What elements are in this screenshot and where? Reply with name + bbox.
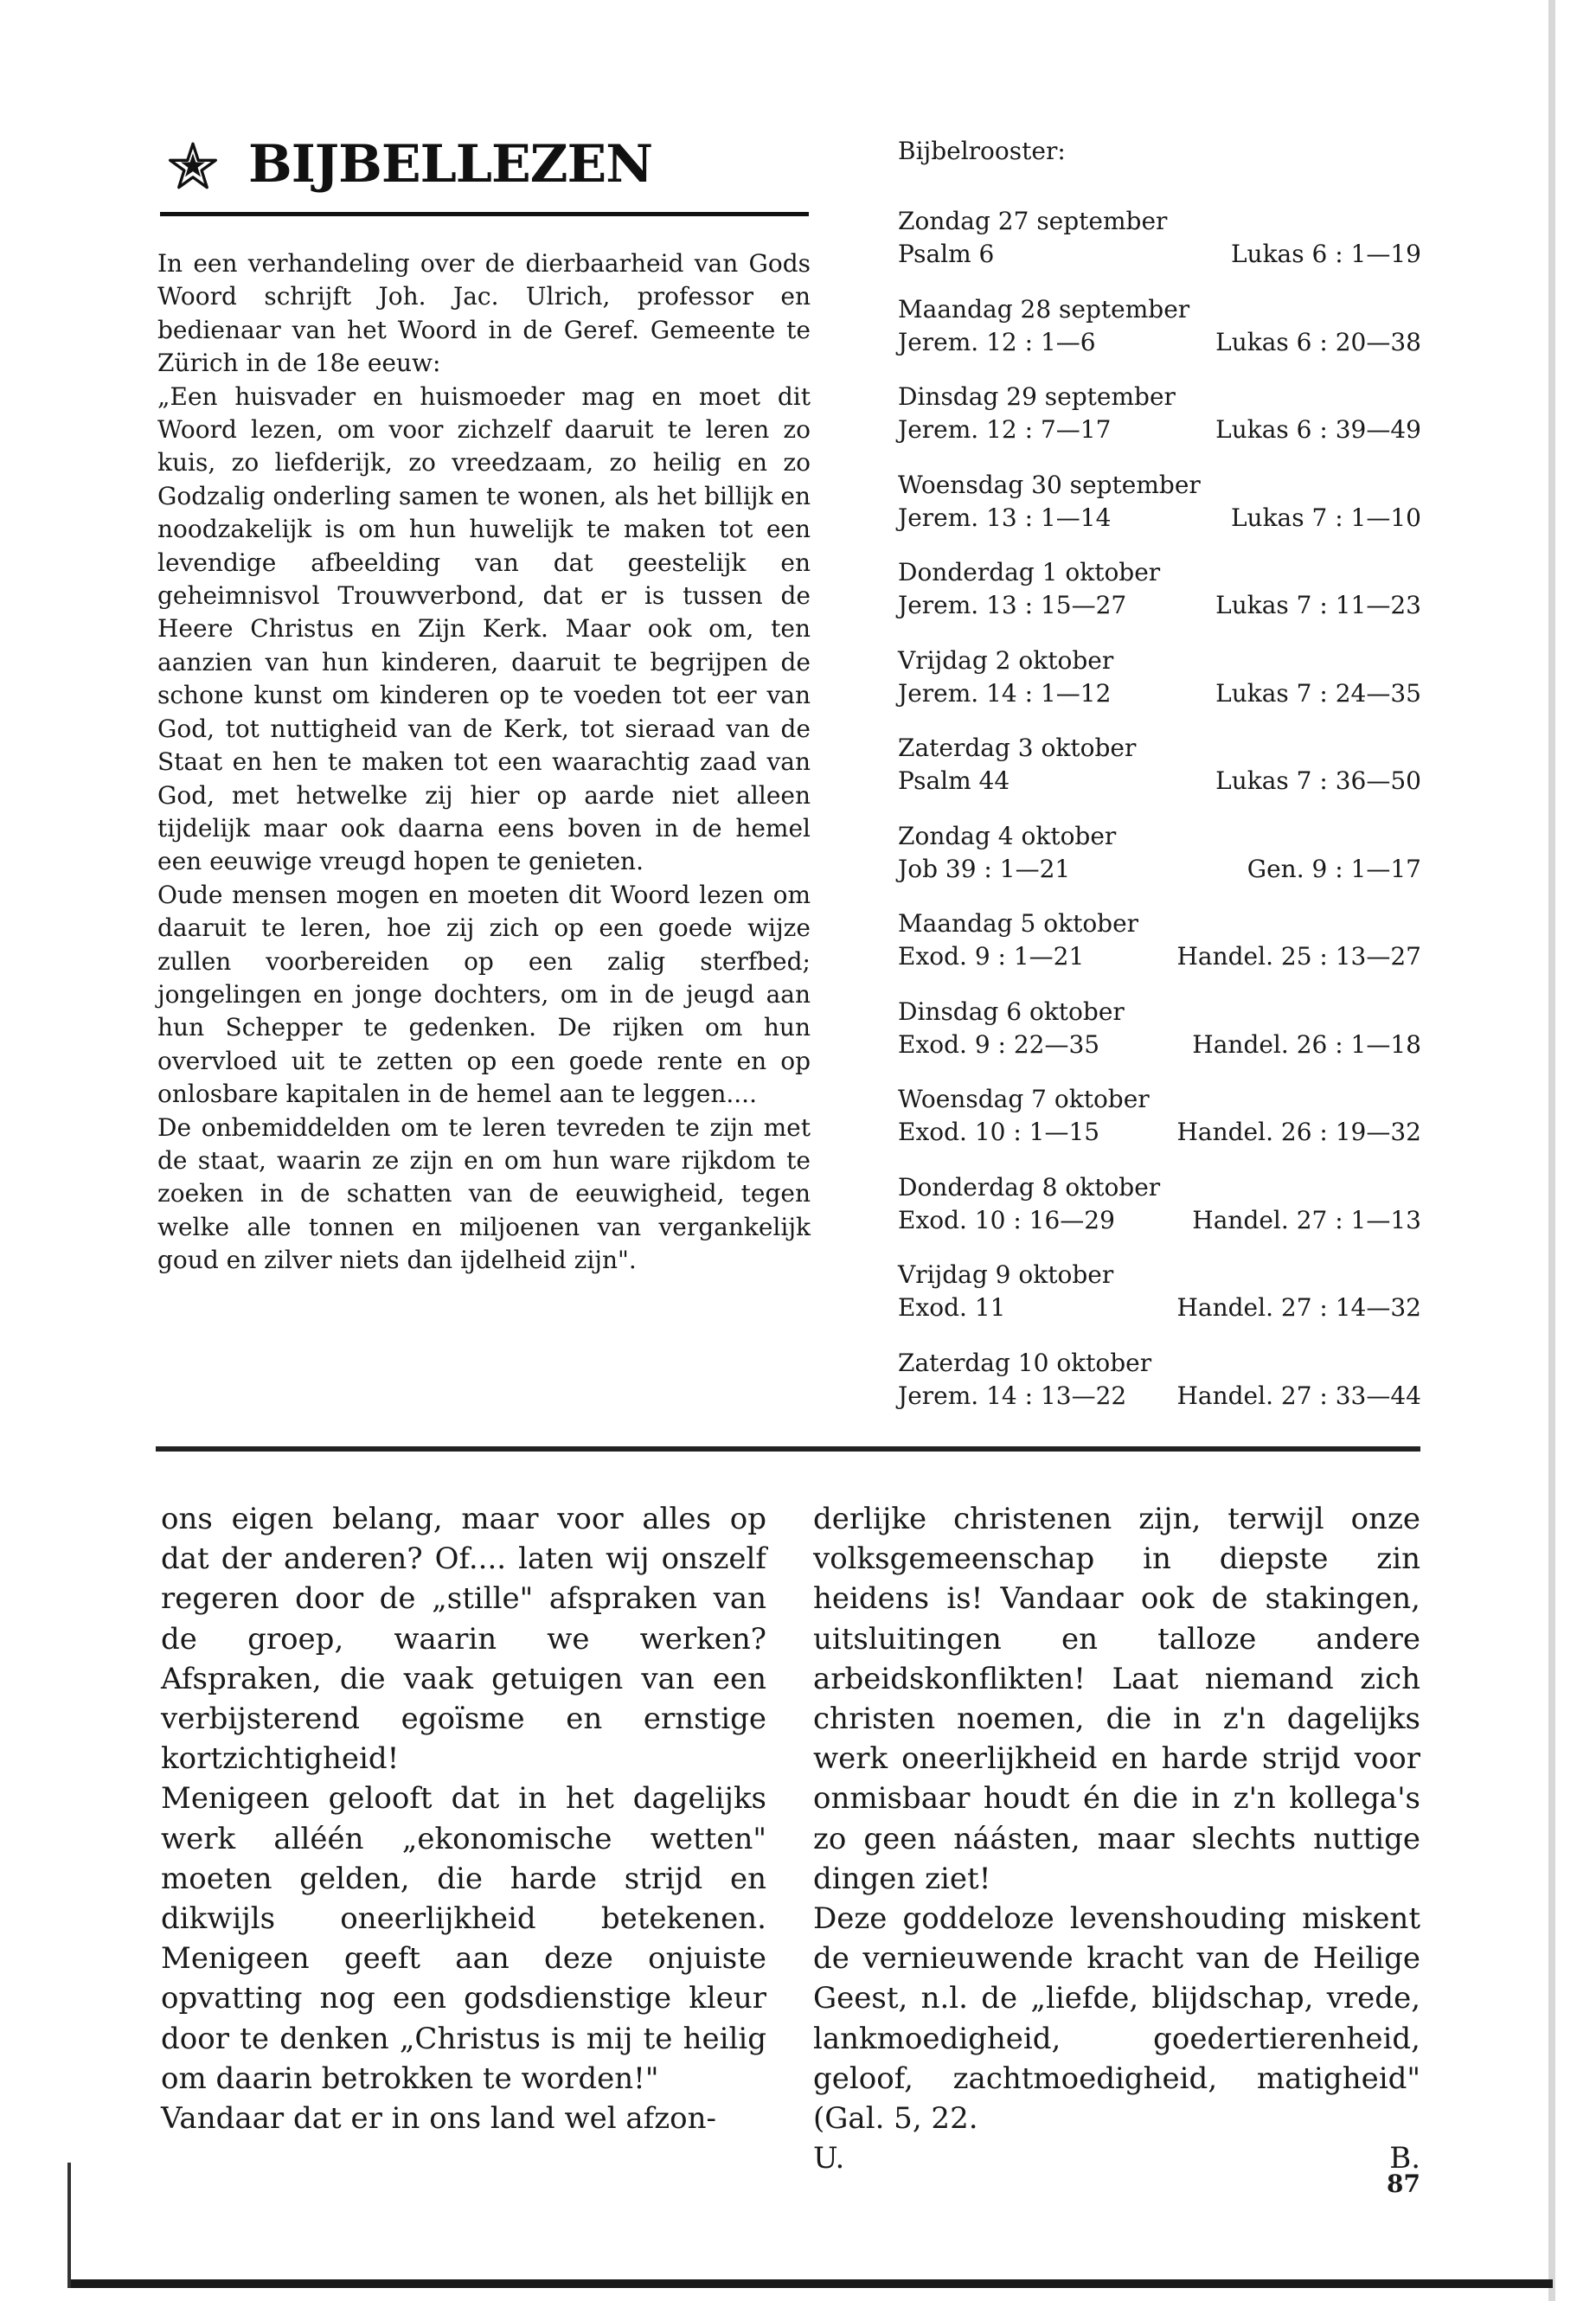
reading-ref-2: Lukas 7 : 1—10 — [1230, 503, 1421, 532]
page-edge-right — [1548, 0, 1555, 2301]
article-paragraph: Vandaar dat er in ons land wel afzon- — [161, 2101, 716, 2137]
schedule-day: Vrijdag 2 oktober — [898, 645, 1114, 675]
title-underline — [160, 212, 809, 216]
star-icon — [169, 142, 217, 190]
signature-initial-right: B. — [1389, 2141, 1420, 2176]
schedule-day: Zondag 4 oktober — [898, 821, 1117, 850]
reading-ref-2: Handel. 27 : 1—13 — [1192, 1205, 1421, 1234]
schedule-entry — [898, 1347, 1421, 1435]
reading-ref-2: Lukas 7 : 36—50 — [1215, 766, 1421, 795]
signature-initial-left: U. — [813, 2141, 845, 2176]
reading-ref-2: Lukas 7 : 24—35 — [1215, 678, 1421, 708]
signature — [813, 2138, 1420, 2178]
reading-ref-2: Handel. 26 : 1—18 — [1192, 1029, 1421, 1059]
reading-ref-2: Lukas 6 : 39—49 — [1215, 415, 1421, 444]
schedule-refs — [898, 502, 1421, 535]
schedule-day: Donderdag 8 oktober — [898, 1172, 1161, 1202]
page-edge-bottom — [69, 2279, 1553, 2288]
schedule-entry — [898, 469, 1421, 557]
article-paragraph: Menigeen gelooft dat in het dagelijks werk alléén „ekonomische wetten" moeten gelden, die harde strijd en dikwijls oneerlijkheid betekenen. Menigeen geeft aan deze onjuiste opvatting nog een godsdienstige kleur door te denken „Christus is mij te heilig om daarin betrokken te worden!" — [161, 1781, 766, 2096]
schedule-entry — [898, 1171, 1421, 1259]
reading-ref-1: Jerem. 14 : 1—12 — [898, 678, 1112, 708]
article-paragraph: ons eigen belang, maar voor alles op dat der anderen? Of.... laten wij onszelf regeren door de „stille" afspraken van de groep, waarin we werken? Afspraken, die vaak getuigen van een verbijsterend egoïsme en ernstige kortzichtigheid! — [161, 1502, 766, 1777]
schedule-refs — [898, 326, 1421, 359]
reading-ref-2: Lukas 6 : 20—38 — [1215, 327, 1421, 356]
reading-ref-2: Handel. 27 : 14—32 — [1176, 1293, 1421, 1322]
schedule-day: Vrijdag 9 oktober — [898, 1260, 1114, 1289]
reading-ref-1: Psalm 44 — [898, 766, 1010, 795]
reading-ref-2: Lukas 6 : 1—19 — [1230, 240, 1421, 268]
reading-ref-1: Exod. 10 : 1—15 — [898, 1118, 1100, 1146]
schedule-entry — [898, 556, 1421, 644]
schedule-refs — [898, 853, 1421, 886]
reading-ref-1: Psalm 6 — [898, 240, 995, 268]
page-number: 87 — [1387, 2170, 1420, 2198]
section-divider — [156, 1446, 1420, 1452]
schedule-refs — [898, 238, 1421, 271]
schedule-day: Dinsdag 6 oktober — [898, 997, 1125, 1026]
schedule-day: Maandag 5 oktober — [898, 909, 1139, 938]
article-column-left — [161, 1499, 766, 2138]
schedule-day: Woensdag 7 oktober — [898, 1085, 1150, 1113]
schedule-entry — [898, 996, 1421, 1084]
intro-paragraph: In een verhandeling over de dierbaarheid van Gods Woord schrijft Joh. Jac. Ulrich, professor en bedienaar van het Woord in de Geref. Gemeente te Zürich in de 18e eeuw: — [157, 249, 811, 378]
reading-ref-2: Lukas 7 : 11—23 — [1215, 591, 1421, 619]
schedule-refs — [898, 1204, 1421, 1237]
reading-ref-1: Jerem. 13 : 1—14 — [898, 503, 1112, 532]
schedule-refs — [898, 765, 1421, 798]
schedule-refs — [898, 1116, 1421, 1149]
intro-paragraph: „Een huisvader en huismoeder mag en moet dit Woord lezen, om voor zichzelf daaruit te leren zo kuis, zo liefderijk, zo vreedzaam, zo heilig en zo Godzalig onderling samen te wonen, als het billijk en noodzakelijk is om hun huwelijk te maken tot een levendige afbeelding van dat geestelijk en geheimnisvol Trouwverbond, dat er is tussen de Heere Christus en Zijn Kerk. Maar ook om, ten aanzien van hun kinderen, daaruit te begrijpen de schone kunst om kinderen op te voeden tot eer van God, tot nuttigheid van de Kerk, tot sieraad van de Staat en hen te maken tot een waarachtig zaad van God, met hetwelke zij hier op aarde niet alleen tijdelijk maar ook daarna eens boven in de hemel een eeuwige vreugd hopen te genieten. — [157, 381, 811, 876]
schedule-day: Zaterdag 10 oktober — [898, 1348, 1152, 1377]
schedule-day: Zondag 27 september — [898, 207, 1168, 235]
schedule-day: Maandag 28 september — [898, 294, 1190, 324]
intro-text — [157, 247, 811, 1278]
schedule-entry — [898, 644, 1421, 733]
reading-ref-1: Exod. 9 : 22—35 — [898, 1029, 1100, 1059]
reading-ref-2: Handel. 27 : 33—44 — [1176, 1381, 1421, 1410]
schedule-entry — [898, 907, 1421, 996]
schedule-entry — [898, 1083, 1421, 1171]
article-paragraph: derlijke christenen zijn, terwijl onze volksgemeenschap in diepste zin heidens is! Vandaar ook de stakingen, uitsluitingen en talloze andere arbeidskonflikten! Laat niemand zich christen noemen, die in z'n dagelijks werk oneerlijkheid en harde strijd voor onmisbaar houdt én die in z'n kollega's zo geen náásten, maar slechts nuttige dingen ziet! — [813, 1502, 1420, 1896]
schedule-refs — [898, 1380, 1421, 1413]
intro-paragraph: Oude mensen mogen en moeten dit Woord lezen om daaruit te leren, hoe zij zich op een goede wijze zullen voorbereiden op een zalig sterfbed; jongelingen en jonge dochters, om in de jeugd aan hun Schepper te gedenken. De rijken om hun overvloed uit te zetten op een goede rente en op onlosbare kapitalen in de hemel aan te leggen.... — [157, 880, 811, 1109]
schedule-title: Bijbelrooster: — [898, 137, 1066, 165]
article-column-right — [813, 1499, 1420, 2178]
page-title: BIJBELLEZEN — [248, 134, 653, 195]
intro-paragraph: De onbemiddelden om te leren tevreden te zijn met de staat, waarin ze zijn en om hun ware rijkdom te zoeken in de schatten van de eeuwigheid, tegen welke alle tonnen en miljoenen van vergankelijk goud en zilver niets dan ijdelheid zijn". — [157, 1112, 811, 1275]
schedule-refs — [898, 940, 1421, 973]
reading-ref-1: Exod. 10 : 16—29 — [898, 1205, 1115, 1234]
schedule-entry — [898, 732, 1421, 820]
reading-ref-1: Job 39 : 1—21 — [898, 854, 1071, 883]
schedule-day: Dinsdag 29 september — [898, 382, 1176, 411]
schedule-day: Woensdag 30 september — [898, 470, 1201, 499]
bible-schedule — [898, 136, 1421, 1434]
schedule-refs — [898, 413, 1421, 446]
schedule-day: Donderdag 1 oktober — [898, 558, 1161, 586]
reading-ref-1: Jerem. 12 : 1—6 — [898, 327, 1096, 356]
reading-ref-1: Jerem. 12 : 7—17 — [898, 415, 1112, 444]
section-header — [169, 130, 809, 208]
reading-ref-1: Exod. 11 — [898, 1293, 1006, 1322]
schedule-entry — [898, 1259, 1421, 1347]
schedule-day: Zaterdag 3 oktober — [898, 734, 1137, 762]
schedule-entry — [898, 205, 1421, 293]
schedule-entry — [898, 293, 1421, 381]
page-edge-left — [67, 2163, 71, 2288]
schedule-refs — [898, 1292, 1421, 1324]
article-paragraph: Deze goddeloze levenshouding miskent de vernieuwende kracht van de Heilige Geest, n.l. de „liefde, blijdschap, vrede, lankmoedigheid, goedertierenheid, geloof, zachtmoedigheid, matigheid" (Gal. 5, 22. — [813, 1901, 1420, 2137]
schedule-entry — [898, 381, 1421, 469]
reading-ref-1: Exod. 9 : 1—21 — [898, 942, 1085, 971]
schedule-refs — [898, 677, 1421, 710]
schedule-refs — [898, 589, 1421, 622]
reading-ref-2: Handel. 25 : 13—27 — [1176, 942, 1421, 971]
reading-ref-2: Handel. 26 : 19—32 — [1176, 1118, 1421, 1146]
reading-ref-2: Gen. 9 : 1—17 — [1247, 854, 1421, 883]
reading-ref-1: Jerem. 14 : 13—22 — [898, 1381, 1127, 1410]
schedule-entry — [898, 820, 1421, 908]
reading-ref-1: Jerem. 13 : 15—27 — [898, 591, 1127, 619]
schedule-refs — [898, 1029, 1421, 1061]
